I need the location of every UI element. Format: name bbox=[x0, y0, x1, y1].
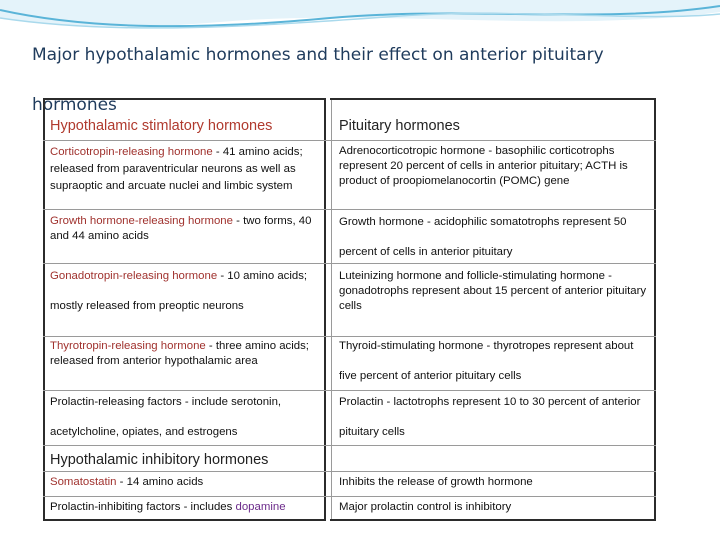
row-divider bbox=[43, 471, 656, 472]
header-hypothalamic-stimulatory: Hypothalamic stimlatory hormones bbox=[50, 118, 273, 134]
cell-inhibits-gh: Inhibits the release of growth hormone bbox=[339, 476, 533, 488]
header-hypothalamic-inhibitory: Hypothalamic inhibitory hormones bbox=[50, 452, 269, 468]
hormone-description: - 10 amino acids; mostly released from preoptic neurons bbox=[50, 270, 308, 312]
hormone-description: Prolactin-inhibiting factors - includes bbox=[50, 501, 236, 513]
cell-trh bbox=[50, 339, 328, 369]
hormone-description: - three amino acids; released from anterior hypothalamic area bbox=[50, 340, 309, 367]
cell-gnrh bbox=[50, 261, 328, 321]
hormone-name: Somatostatin bbox=[50, 476, 117, 488]
cell-lh-fsh: Luteinizing hormone and follicle-stimulating hormone - gonadotrophs represent about 15 percent of anterior pituitary cells bbox=[339, 270, 647, 312]
cell-prolactin-control: Major prolactin control is inhibitory bbox=[339, 501, 512, 513]
hormone-name: Growth hormone-releasing hormone bbox=[50, 215, 233, 227]
hormone-description: - 14 amino acids bbox=[116, 476, 204, 488]
dopamine-term: dopamine bbox=[235, 501, 286, 513]
cell-prolactin-releasing: Prolactin-releasing factors - include serotonin, acetylcholine, opiates, and estrogens bbox=[50, 396, 282, 438]
hormone-description: - two forms, 40 and 44 amino acids bbox=[50, 215, 312, 242]
cell-prolactin-inhibiting bbox=[50, 500, 328, 515]
header-pituitary-hormones: Pituitary hormones bbox=[339, 118, 460, 134]
cell-prolactin: Prolactin - lactotrophs represent 10 to 30 percent of anterior pituitary cells bbox=[339, 396, 641, 438]
hormone-name: Gonadotropin-releasing hormone bbox=[50, 270, 218, 282]
hormone-name: Thyrotropin-releasing hormone bbox=[50, 340, 206, 352]
row-divider bbox=[43, 140, 656, 141]
cell-acth: Adrenocorticotropic hormone - basophilic corticotrophs represent 20 percent of cells in anterior pituitary; ACTH is product of proopiomelanocortin (POMC) gene bbox=[339, 145, 628, 187]
column-divider bbox=[331, 100, 332, 519]
cell-ghrh bbox=[50, 214, 328, 244]
cell-crh bbox=[50, 144, 328, 195]
hormone-description: - 41 amino acids; released from paraventricular neurons as well as supraoptic and arcuate nuclei and limbic system bbox=[50, 146, 303, 192]
hormone-name: Corticotropin-releasing hormone bbox=[50, 146, 213, 158]
cell-somatostatin bbox=[50, 475, 328, 490]
row-divider bbox=[43, 496, 656, 497]
page-title: Major hypothalamic hormones and their effect on anterior pituitary hormones bbox=[32, 45, 604, 115]
cell-growth-hormone: Growth hormone - acidophilic somatotrophs represent 50 percent of cells in anterior pituitary bbox=[339, 216, 627, 258]
cell-tsh: Thyroid-stimulating hormone - thyrotropes represent about five percent of anterior pituitary cells bbox=[339, 340, 634, 382]
